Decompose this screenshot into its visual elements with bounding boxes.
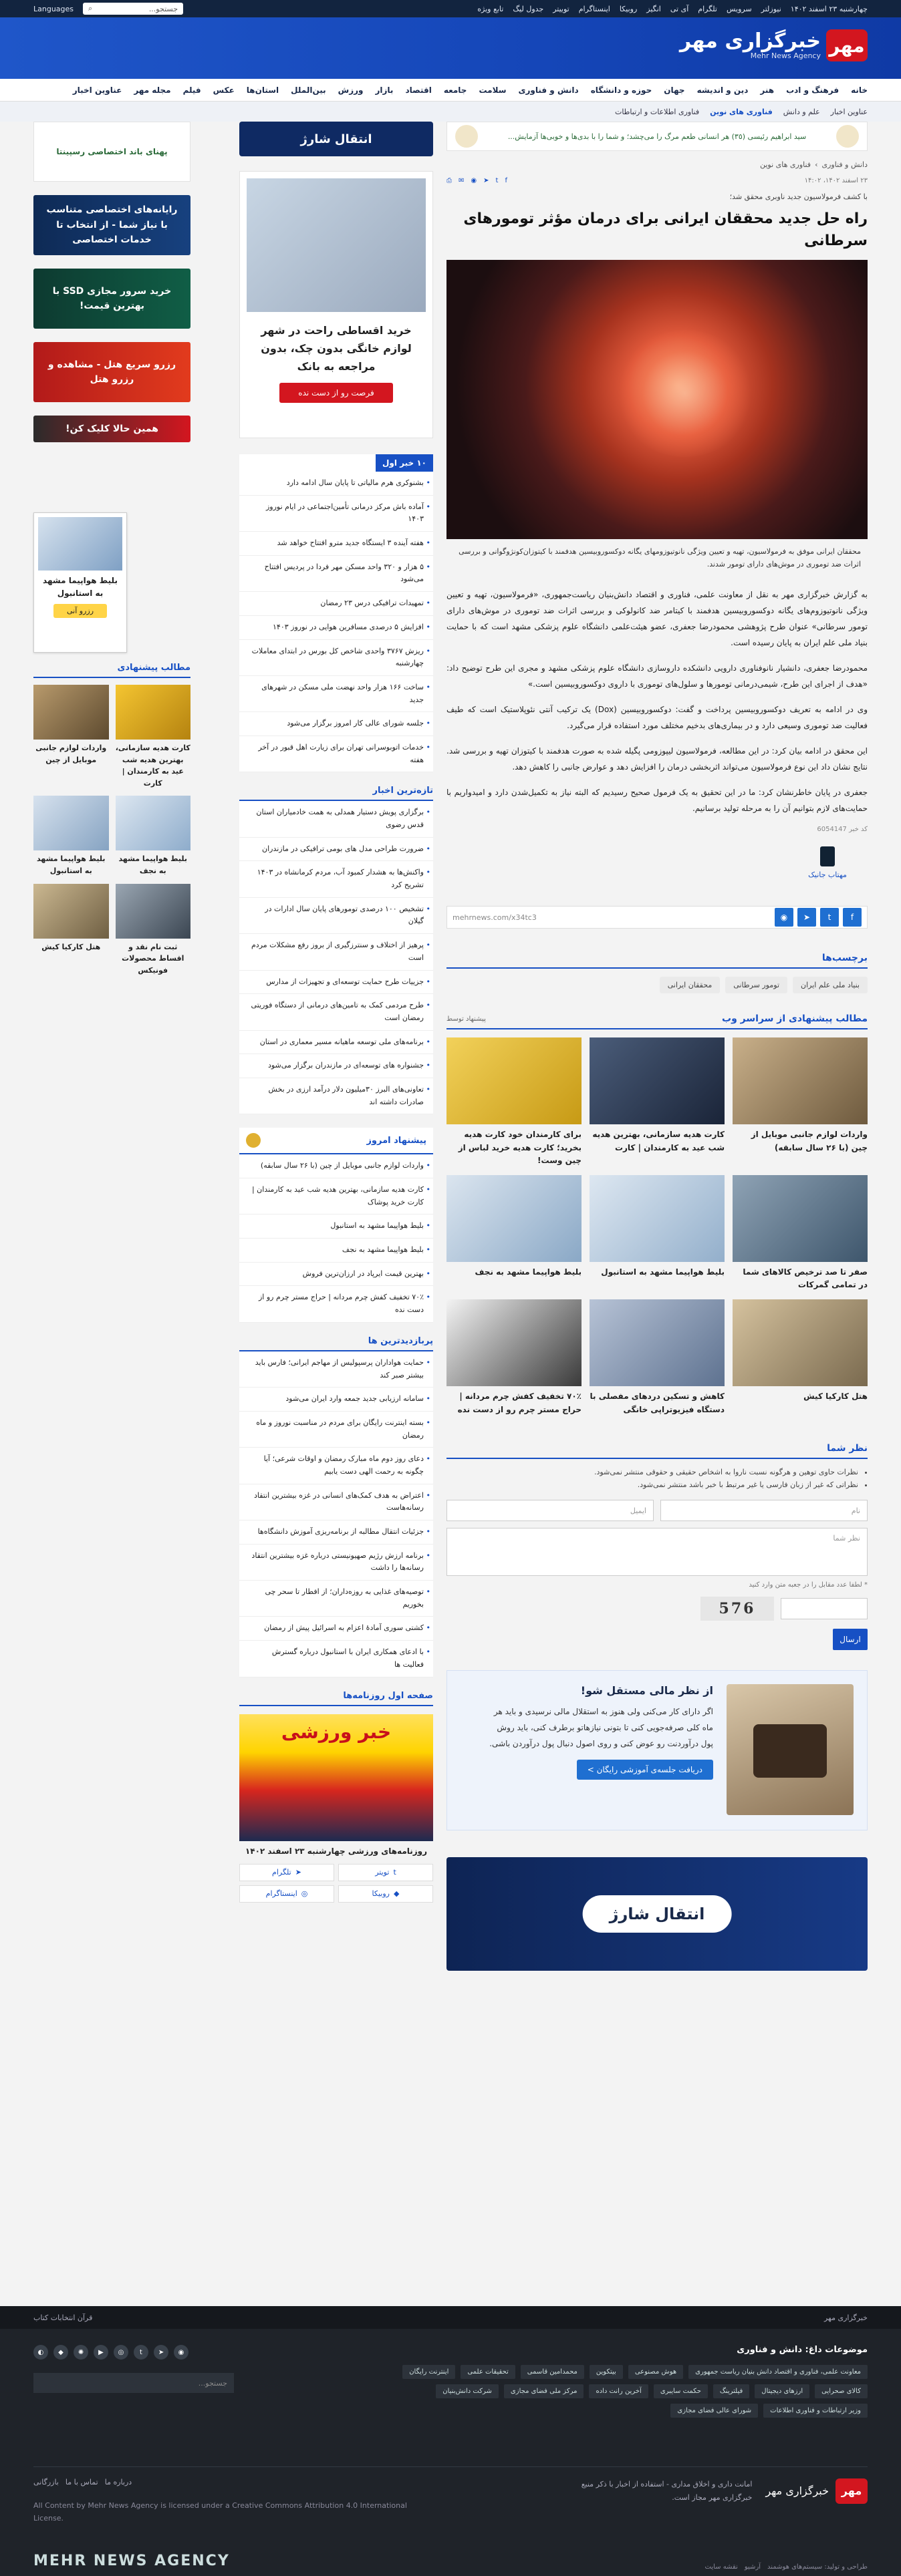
facebook-share-icon[interactable]: f	[843, 908, 862, 927]
footer-logo-name: خبرگزاری مهر	[765, 2484, 829, 2498]
nav-item[interactable]: سلامت	[479, 85, 507, 95]
article-title: راه حل جدید محققان ایرانی برای درمان مؤثر تومورهای سرطانی	[463, 210, 868, 249]
article-body	[446, 587, 868, 816]
bandwidth-ad[interactable]	[33, 122, 190, 182]
top10-title: ۱۰ خبر اول	[376, 454, 433, 472]
top-search-input[interactable]: جستجو... ⌕	[83, 3, 183, 15]
telegram-icon[interactable]: ➤	[154, 2345, 168, 2360]
popular-news-item[interactable]: • بسته اینترنت رایگان برای مردم در مناسبت نوروز و ماه رمضان	[239, 1412, 433, 1448]
top10-item[interactable]: • ریزش ۳۷۶۷ واحدی شاخص کل بورس در ابتدای معاملات چهارشنبه	[239, 640, 433, 676]
footer-logo-mark: مهر	[835, 2478, 868, 2504]
twitter-icon: t	[393, 1868, 396, 1877]
tag-item[interactable]: بنیاد ملی علم ایران	[793, 977, 868, 993]
left-rec-item[interactable]: ثبت نام نقد و اقساط محصولات فونیکس	[116, 884, 191, 977]
hotel-ad-banner[interactable]: رزرو سریع هتل - مشاهده و رزرو هتل	[33, 342, 190, 402]
mail-icon[interactable]: ✉	[459, 177, 465, 184]
recommended-item[interactable]: برای کارمندان خود کارت هدیه بخرید؛ کارت هدیه خرید لباس از چین وست!	[446, 1037, 582, 1167]
top-link-1[interactable]: نیوزلتر	[761, 4, 781, 13]
suggest-item[interactable]: • بلیط هواپیما مشهد به استانبول	[239, 1215, 433, 1239]
top10-item[interactable]: • خدمات اتوبوسرانی تهران برای زیارت اهل قبور در آخر هفته	[239, 736, 433, 772]
top10-item[interactable]: • بشنوکری هرم مالیاتی تا پایان سال ادامه دارد	[239, 472, 433, 496]
name-field[interactable]: نام	[660, 1500, 868, 1521]
whatsapp-icon[interactable]: ◉	[471, 177, 477, 184]
top10-box	[239, 454, 433, 772]
twitter-icon[interactable]: t	[495, 177, 499, 184]
ad-badge-icon	[836, 125, 859, 148]
hot-topic-tag[interactable]: شرکت دانش‌بنیان	[436, 2384, 499, 2398]
suggest-box	[239, 1128, 433, 1323]
tags-list	[446, 977, 868, 993]
top10-item[interactable]: • تمهیدات ترافیکی درس ۲۳ رمضان	[239, 592, 433, 616]
server-ad-banner[interactable]: رایانه‌های اختصاصی متناسب با نیاز شما - از انتخاب تا خدمات اختصاصی	[33, 195, 190, 255]
ads-link[interactable]: بازرگانی	[33, 2478, 59, 2486]
hot-topic-tag[interactable]: محمدامین قاسمی	[521, 2365, 584, 2379]
flight-popup-button[interactable]: رزرو آنی	[53, 604, 107, 618]
recommended-image	[590, 1299, 725, 1386]
tag-item[interactable]: تومور سرطانی	[725, 977, 787, 993]
telegram-icon[interactable]: ➤	[483, 177, 489, 184]
breadcrumb: دانش و فناوری › فناوری های نوین	[759, 160, 868, 169]
recommended-title: مطالب پیشنهادی از سراسر وب	[722, 1013, 868, 1025]
search-icon[interactable]: ⌕	[88, 4, 93, 13]
newspaper-image[interactable]	[239, 1714, 433, 1841]
shortlink-share	[775, 908, 862, 927]
footer-madeby: طراحی و تولید: سیستم‌های هوشمند آرشیو نقشه سایت	[704, 2563, 868, 2571]
footer-logo[interactable]	[765, 2478, 868, 2504]
top10-item[interactable]: • ساخت ۱۶۶ هزار واحد نهضت ملی مسکن در شهرهای جدید	[239, 676, 433, 712]
top-link-9[interactable]: جدول لیگ	[513, 4, 544, 13]
send-comment-button[interactable]: ارسال	[833, 1629, 868, 1650]
top10-item[interactable]: • جلسه شورای عالی کار امروز برگزار می‌شود	[239, 712, 433, 736]
recommended-image	[446, 1037, 582, 1124]
suggest-logo-icon	[246, 1133, 261, 1148]
recommended-image	[590, 1175, 725, 1262]
top-bar	[0, 0, 901, 17]
instagram-icon[interactable]: ◎	[114, 2345, 128, 2360]
youtube-icon[interactable]: ▶	[94, 2345, 108, 2360]
promo-content	[486, 1684, 713, 1780]
telegram-link[interactable]: ➤ تلگرام	[239, 1864, 334, 1881]
nav-item[interactable]: عکس	[213, 85, 235, 95]
instagram-link[interactable]: ◎ اینستاگرام	[239, 1885, 334, 1903]
twitter-link[interactable]: t تویتر	[338, 1864, 433, 1881]
contact-link[interactable]: تماس با ما	[65, 2478, 98, 2486]
latest-list	[239, 801, 433, 1114]
comments-title: نظر شما	[446, 1443, 868, 1459]
nav-item[interactable]: جهان	[664, 85, 685, 95]
shortlink-bar	[446, 906, 868, 929]
subnav-item[interactable]: فناوری های نوین	[710, 107, 773, 116]
recommended-item[interactable]: صفر تا صد ترخیص کالاهای شما در تمامی گمرکات	[733, 1175, 868, 1291]
top-link-5[interactable]: انگیز	[646, 4, 661, 13]
hot-topic-tag[interactable]: معاونت علمی، فناوری و اقتصاد دانش بنیان ریاست جمهوری	[688, 2365, 868, 2379]
suggest-item[interactable]: • بهترین قیمت ایرپاد در ارزان‌ترین فروش	[239, 1263, 433, 1287]
appliance-ad-text: خرید اقساطی راحت در شهر لوازم خانگی بدون چک، بدون مراجعه به بانک	[261, 324, 412, 373]
article-date: ۲۳ اسفند ۱۴۰۲، ۱۴:۰۲	[804, 177, 868, 184]
left-rec-item[interactable]: بلیط هواپیما مشهد به نجف	[116, 796, 191, 876]
captcha-hint: * لطفا عدد مقابل را در جعبه متن وارد کنید	[749, 1581, 868, 1589]
hot-topic-tag[interactable]: فیلترینگ	[713, 2384, 749, 2398]
recommended-image	[733, 1299, 868, 1386]
left-rec-item[interactable]: واردات لوازم جانبی موبایل از چین	[33, 685, 109, 789]
comment-form-row	[446, 1500, 868, 1521]
comments-rules: • نظرات حاوی توهین و هرگونه نسبت ناروا به اشخاص حقیقی و حقوقی منتشر نمی‌شود. • نظراتی که غیر از زبان فارسی یا غیر مرتبط با خبر باشد منتشر نمی‌شود.	[446, 1466, 868, 1492]
telegram-icon: ➤	[295, 1868, 301, 1877]
nav-item[interactable]: حوزه و دانشگاه	[590, 85, 652, 95]
instagram-icon: ◎	[301, 1889, 308, 1898]
author-card[interactable]	[787, 846, 868, 879]
recommended-image	[446, 1299, 582, 1386]
article-paragraph: این محقق در ادامه بیان کرد: در این مطالعه، فرمولاسیون لیپوزومی پگیله شده به صورت هدفمند با کیتوزان تهیه و بررسی شد. نتایج نشان داد این نوع فرمولاسیون می‌تواند اثربخشی درمان را افزایش دهد و عوارض جانبی را کاهش دهد.	[446, 746, 868, 772]
popular-list	[239, 1351, 433, 1677]
hot-topic-tag[interactable]: اینترنت رایگان	[402, 2365, 455, 2379]
nav-item[interactable]: ورزش	[338, 85, 364, 95]
left-column	[33, 122, 190, 976]
suggest-list	[239, 1154, 433, 1323]
top-link-3[interactable]: تلگرام	[698, 4, 717, 13]
popular-news-item[interactable]: • با ادعای همکاری ایران با استانبول درباره گسترش فعالیت ها	[239, 1641, 433, 1677]
footer-top-left[interactable]: قرآن انتخابات کتاب	[33, 2313, 93, 2322]
ad-top-text: سید ابراهیم رئیسی (٣٥) هر انسانی طعم مرگ را می‌چشد؛ و شما را با بدی‌ها و خوبی‌ها آزمایش...	[507, 132, 807, 141]
suggest-title: پیشنهاد امروز	[366, 1135, 426, 1146]
vps-ad-banner[interactable]: خرید سرور مجازی SSD با بهترین قیمت!	[33, 269, 190, 329]
article-paragraph: جعفری در پایان خاطرنشان کرد: ما در این تحقیق به یک فرمول صحیح رسیدیم که البته نیاز به تکمیل‌شدن دارد و امیدواریم با حمایت‌های لازم بتوانیم آن را به مرحله تولید برسانیم.	[446, 788, 868, 814]
hot-topic-tag[interactable]: مرکز ملی فضای مجازی	[504, 2384, 584, 2398]
appliance-ad[interactable]	[239, 171, 433, 438]
shortlink-url[interactable]: mehrnews.com/x34tc3	[453, 913, 537, 922]
top-date: چهارشنبه ۲۳ اسفند ۱۴۰۲	[790, 4, 868, 13]
author-name: مهتاب جانیک	[808, 870, 847, 880]
recommended-image	[733, 1175, 868, 1262]
latest-news-item[interactable]: • برنامه‌های ملی توسعه ماهیانه مسیر معماری در استان	[239, 1031, 433, 1055]
top10-item[interactable]: • هفته آینده ۳ ایستگاه جدید مترو افتتاح خواهد شد	[239, 532, 433, 556]
latest-news-item[interactable]: • برگزاری پویش دستیار همدلی به همت خادمیاران استان قدس رضوی	[239, 801, 433, 837]
breadcrumb-item-1[interactable]: دانش و فناوری	[821, 160, 868, 169]
left-rec-item[interactable]: هتل کارکیا کیش	[33, 884, 109, 977]
hot-topic-tag[interactable]: شورای عالی فضای مجازی	[670, 2404, 758, 2418]
top10-item[interactable]: • ۵ هزار و ۳۲۰ واحد مسکن مهر فردا در پردیس افتتاح می‌شود	[239, 556, 433, 592]
suggest-item[interactable]: • ۷۰٪ تخفیف کفش چرم مردانه | حراج مستر چرم رو از دست نده	[239, 1286, 433, 1322]
breadcrumb-item-2[interactable]: فناوری های نوین	[759, 160, 811, 169]
top10-list	[239, 472, 433, 772]
article-paragraph: به گزارش خبرگزاری مهر به نقل از معاونت علمی، فناوری و اقتصاد دانش‌بنیان ریاست‌جمهوری، «فرمولاسیون، تهیه و تعیین ویژگی نانوتیوزوم‌های یگانه دوکسوروبیسین هدفمند با کیتامر ضد کانولوکی و بررسی اثرات ضد توموری در موش‌های دارای تومور سرطانی» عنوان طرح پژوهشی محمودرضا جعفری، عضو هیئت‌علمی دانشگاه علوم پزشکی مشهد است که با حمایت بنیاد ملی علم ایران به پایان رسیده است.	[446, 590, 868, 648]
article-meta	[446, 177, 868, 184]
top-link-6[interactable]: روبیکا	[619, 4, 638, 13]
share-icons	[446, 177, 507, 184]
nav-item[interactable]: عناوین اخبار	[72, 85, 122, 95]
nav-item[interactable]: فرهنگ و ادب	[786, 85, 840, 95]
twitter-share-icon[interactable]: t	[820, 908, 839, 927]
article-paragraph: محمودرضا جعفری، دانشیار نانوفناوری دارویی دانشکده داروسازی دانشگاه علوم پزشکی مشهد و مجری این طرح توضیح داد: «هدف از اجرای این طرح، شیمی‌درمانی تومورها و سلول‌های توموری با داروی دوکسوروبیسین است.»	[446, 663, 868, 689]
left-rec-item[interactable]: کارت هدیه سازمانی، بهترین هدیه شب عید به کارمندان | کارت	[116, 685, 191, 789]
article-hero-image	[446, 260, 868, 539]
rubika-link[interactable]: ◆ روبیکا	[338, 1885, 433, 1903]
eitaa-icon[interactable]: ◐	[33, 2345, 48, 2360]
footer-top-right[interactable]: خبرگزاری مهر	[823, 2313, 868, 2322]
footer-bottom	[33, 2466, 868, 2505]
recommended-image	[733, 1037, 868, 1124]
captcha-input[interactable]	[781, 1598, 868, 1619]
top10-item[interactable]: • آماده باش مرکز درمانی تأمین‌اجتماعی در ایام نوروز ۱۴۰۳	[239, 496, 433, 532]
hot-topic-tag[interactable]: بیتکوین	[590, 2365, 623, 2379]
latest-news-item[interactable]: • تعاونی‌های البرز ۳۰میلیون دلار درآمد ارزی در بخش صادرات داشته اند	[239, 1078, 433, 1114]
top-link-10[interactable]: تابع ویژه	[477, 4, 504, 13]
footer-brand: MEHR NEWS AGENCY	[33, 2553, 230, 2569]
subnav-item[interactable]: علم و دانش	[783, 107, 820, 116]
newspaper-caption[interactable]: روزنامه‌های ورزشی چهارشنبه ۲۳ اسفند ۱۴۰۲	[245, 1846, 428, 1856]
popular-news-item[interactable]: • دعای روز دوم ماه مبارک رمضان و اوقات شرعی؛ آیا چگونه به رحمت الهی دست یابیم	[239, 1448, 433, 1484]
footer-license: All Content by Mehr News Agency is licensed under a Creative Commons Attribution 4.0 International License.	[33, 2501, 407, 2523]
charge-ad-small[interactable]: انتقال شارژ	[239, 122, 433, 156]
nav-item[interactable]: دانش و فناوری	[518, 85, 579, 95]
charge-ad-banner[interactable]	[446, 1857, 868, 1971]
logo-mark: مهر	[826, 29, 868, 61]
nav-item[interactable]: استان‌ها	[246, 85, 279, 95]
bandwidth-ad-text: پهنای باند اختصاصی رسپینتا	[56, 147, 168, 156]
suggest-item[interactable]: • کارت هدیه سازمانی، بهترین هدیه شب عید به کارمندان | کارت خرید پوشاک	[239, 1178, 433, 1215]
popular-news-item[interactable]: • حمایت هواداران پرسپولیس از مهاجم ایرانی؛ فارس باید بیشتر صبر کند	[239, 1351, 433, 1388]
captcha-row	[446, 1597, 868, 1621]
article-caption: محققان ایرانی موفق به فرمولاسیون، تهیه و تعیین ویژگی نانوتیوزومهای یگانه دوکسوروبیسین هدفمند با کیتوزان‌کونژوگوانی و بررسی اثرات ضد توموری در موش‌های دارای تومور شدند.	[446, 539, 868, 577]
top-link-7[interactable]: اینستاگرام	[578, 4, 610, 13]
logo-sub: Mehr News Agency	[750, 51, 821, 60]
subnav-item[interactable]: عناوین اخبار	[830, 107, 868, 116]
popular-news-item[interactable]: • توصیه‌های غذایی به روزه‌داران؛ از افطار تا سحر چی بخوریم	[239, 1581, 433, 1617]
print-icon[interactable]: ⎙	[446, 177, 452, 184]
frontpages-title: صفحه اول روزنامه‌ها	[239, 1691, 433, 1706]
recommended-item[interactable]: کاهش و تسکین دردهای مفصلی با دستگاه فیزیوتراپی خانگی	[590, 1299, 725, 1416]
footer-search-input[interactable]: جستجو...	[33, 2373, 234, 2393]
left-rec-title: مطالب پیشنهادی	[33, 663, 190, 678]
facebook-icon[interactable]: f	[505, 177, 507, 184]
nav-item[interactable]: فیلم	[182, 85, 201, 95]
recommended-by: پیشنهاد توسط	[446, 1015, 486, 1023]
flight-popup-text: بلیط هواپیما مشهد به استانبول	[43, 576, 118, 599]
telegram-share-icon[interactable]: ➤	[797, 908, 816, 927]
suggest-head	[239, 1128, 433, 1154]
rubika-icon[interactable]: ◆	[53, 2345, 68, 2360]
recommended-image	[446, 1175, 582, 1262]
recommended-item[interactable]: کارت هدیه سازمانی، بهترین هدیه شب عید به کارمندان | کارت	[590, 1037, 725, 1167]
recommended-header	[446, 1013, 868, 1029]
latest-news-item[interactable]: • جشنواره های توسعه‌ای در مازندران برگزار می‌شود	[239, 1054, 433, 1078]
popular-news-item[interactable]: • برنامه ارزش رژیم صهیونیستی درباره غزه بیشترین انتقاد رسانه‌ها را داشت	[239, 1545, 433, 1581]
latest-news-item[interactable]: • طرح مردمی کمک به تامین‌های درمانی از دستگاه فوریتی رمضان است	[239, 994, 433, 1030]
latest-news-item[interactable]: • واکنش‌ها به هشدار کمبود آب، مردم کرمانشاه در ۱۴۰۳ تشریح کرد	[239, 861, 433, 897]
article-column	[446, 122, 868, 1971]
top-link-4[interactable]: آی تی	[670, 4, 689, 13]
latest-news-item[interactable]: • تشخیص ۱۰۰ درصدی تومورهای پایان سال ادارات در گیلان	[239, 898, 433, 934]
main-nav	[0, 79, 901, 102]
nav-item[interactable]: بازار	[375, 85, 394, 95]
hot-topic-tag[interactable]: حکمت سایبری	[654, 2384, 708, 2398]
email-field[interactable]: ایمیل	[446, 1500, 654, 1521]
rubika-icon: ◆	[393, 1889, 400, 1898]
flight-popup-image	[38, 517, 122, 571]
hot-topic-tag[interactable]: وزیر ارتباطات و فناوری اطلاعات	[763, 2404, 868, 2418]
popular-news-item[interactable]: • اعتراض به هدف کمک‌های انسانی در غزه بیشترین انتقاد رسانه‌هاست	[239, 1484, 433, 1520]
suggest-item[interactable]: • واردات لوازم جانبی موبایل از چین (با ۲۶ سال سابقه)	[239, 1154, 433, 1178]
nav-item[interactable]: اقتصاد	[405, 85, 432, 95]
hot-topic-tag[interactable]: ارزهای دیجیتال	[755, 2384, 809, 2398]
promo-image	[727, 1684, 854, 1815]
footer-top-bar	[0, 2306, 901, 2329]
languages-link[interactable]: Languages	[33, 4, 74, 13]
subnav-item[interactable]: فناوری اطلاعات و ارتباطات	[614, 107, 700, 116]
site-logo[interactable]	[680, 29, 868, 61]
nav-item[interactable]: بین‌الملل	[291, 85, 326, 95]
sub-nav	[0, 102, 901, 122]
popular-news-item[interactable]: • سامانه ارزیابی جدید جمعه وارد ایران می‌شود	[239, 1388, 433, 1412]
recommended-item[interactable]: ۷۰٪ تخفیف کفش چرم مردانه | حراج مستر چرم رو از دست نده	[446, 1299, 582, 1416]
logo-name: خبرگزاری مهر	[679, 29, 821, 53]
footer-legal: امانت داری و اخلاق مداری - استفاده از اخبار با ذکر منبع خبرگزاری مهر مجاز است.	[581, 2480, 753, 2502]
recommended-item[interactable]: بلیط هواپیما مشهد به نجف	[446, 1175, 582, 1291]
left-rec-item[interactable]: بلیط هواپیما مشهد به استانبول	[33, 796, 109, 876]
left-rec-grid	[33, 685, 190, 976]
comment-textarea[interactable]: نظر شما	[446, 1528, 868, 1576]
tag-item[interactable]: محققان ایرانی	[660, 977, 721, 993]
top-link-8[interactable]: توییتر	[553, 4, 569, 13]
about-link[interactable]: درباره ما	[104, 2478, 132, 2486]
latest-news-item[interactable]: • پرهیز از اختلاف و سنترزگیری از بروز رفع مشکلات مردم است	[239, 934, 433, 970]
recommended-grid	[446, 1037, 868, 1416]
hot-topic-tag[interactable]: آخرین رانت داده	[589, 2384, 648, 2398]
click-ad-banner[interactable]: همین حالا کلیک کن!	[33, 416, 190, 442]
aparat-icon[interactable]: ✺	[74, 2345, 88, 2360]
popular-news-item[interactable]: • کشتی سوری آمادهٔ اعزام به اسرائیل پیش از رمضان	[239, 1617, 433, 1641]
tags-title: برچسب‌ها	[446, 953, 868, 969]
nav-item[interactable]: خانه	[851, 85, 868, 95]
article-lead-top: با کشف فرمولاسیون جدید ناوبری محقق شد؛	[729, 192, 868, 201]
middle-column	[239, 122, 433, 1903]
top-ad-strip[interactable]	[446, 122, 868, 151]
appliance-ad-button[interactable]: فرصت رو از دست نده	[279, 383, 393, 403]
charge-ad-label: انتقال شارژ	[583, 1895, 732, 1933]
popular-news-item[interactable]: • جزئیات انتقال مطالبه از برنامه‌ریزی آموزش دانشگاه‌ها	[239, 1520, 433, 1545]
hot-topic-tag[interactable]: هوش مصنوعی	[628, 2365, 683, 2379]
popular-title: پربازدیدترین ها	[239, 1336, 433, 1351]
site-footer	[0, 2306, 901, 2576]
hot-topic-tag[interactable]: کالای صحرایی	[815, 2384, 868, 2398]
flight-popup-ad[interactable]	[33, 512, 127, 653]
footer-social	[33, 2345, 188, 2360]
hot-topics-tags	[360, 2365, 868, 2418]
rss-icon[interactable]: ◉	[174, 2345, 188, 2360]
recommended-item[interactable]: هتل کارکیا کیش	[733, 1299, 868, 1416]
latest-news-item[interactable]: • ضرورت طراحی مدل های بومی ترافیکی در مازندران	[239, 838, 433, 862]
recommended-item[interactable]: بلیط هواپیما مشهد به استانبول	[590, 1175, 725, 1291]
captcha-image: 576	[700, 1597, 774, 1621]
promo-title: از نظر مالی مستقل شو!	[580, 1684, 713, 1698]
promo-cta-button[interactable]: دریافت جلسه‌ی آموزشی رایگان >	[577, 1760, 713, 1780]
nav-item[interactable]: جامعه	[443, 85, 467, 95]
latest-title: تازه‌ترین اخبار	[239, 786, 433, 801]
nav-item[interactable]: هنر	[760, 85, 775, 95]
top-link-2[interactable]: سرویس	[726, 4, 752, 13]
news-code: کد خبر 6054147	[817, 826, 868, 834]
latest-news-item[interactable]: • جزییات طرح حمایت توسعه‌ای و تجهیزات از مدارس	[239, 971, 433, 995]
recommended-item[interactable]: واردات لوازم جانبی موبایل از چین (با ۲۶ سال سابقه)	[733, 1037, 868, 1167]
newspaper-masthead: خبر ورزشی	[281, 1720, 392, 1743]
article-paragraph: وی در ادامه به تعریف دوکسوروبیسین پرداخت و گفت: دوکسوروبیسین (Dox) یک ترکیب آنتی نئوپلاستیک است که طیف فعالیت ضد توموری وسیعی دارد و در بیماری‌های بدخیم مختلف مورد استفاده قرار می‌گیرد.	[446, 705, 868, 731]
promo-box[interactable]	[446, 1670, 868, 1830]
site-header	[0, 17, 901, 79]
nav-item[interactable]: مجله مهر	[134, 85, 171, 95]
hot-topics-title: موضوعات داغ: دانش و فناوری	[737, 2345, 868, 2355]
author-avatar	[820, 846, 835, 866]
hot-topic-tag[interactable]: تحقیقات علمی	[461, 2365, 515, 2379]
recommended-image	[590, 1037, 725, 1124]
nav-item[interactable]: دین و اندیشه	[696, 85, 749, 95]
ad-badge-icon-2	[455, 125, 478, 148]
social-links	[239, 1864, 433, 1903]
appliance-ad-image	[247, 178, 426, 312]
top10-item[interactable]: • افزایش ۵ درصدی مسافرین هوایی در نوروز ۱۴۰۳	[239, 616, 433, 640]
promo-text: اگر دارای کار می‌کنی ولی هنوز به استقلال مالی نرسیدی و باید هر ماه کلی صرفه‌جویی کنی تا بتونی نیازهاتو برطرف کنی، باید روش پول درآوردنت رو عوض کنی و روی اصول دنبال پول درآوردن باشی.	[489, 1707, 713, 1749]
suggest-item[interactable]: • بلیط هواپیما مشهد به نجف	[239, 1239, 433, 1263]
whatsapp-share-icon[interactable]: ◉	[775, 908, 793, 927]
twitter-icon[interactable]: t	[134, 2345, 148, 2360]
